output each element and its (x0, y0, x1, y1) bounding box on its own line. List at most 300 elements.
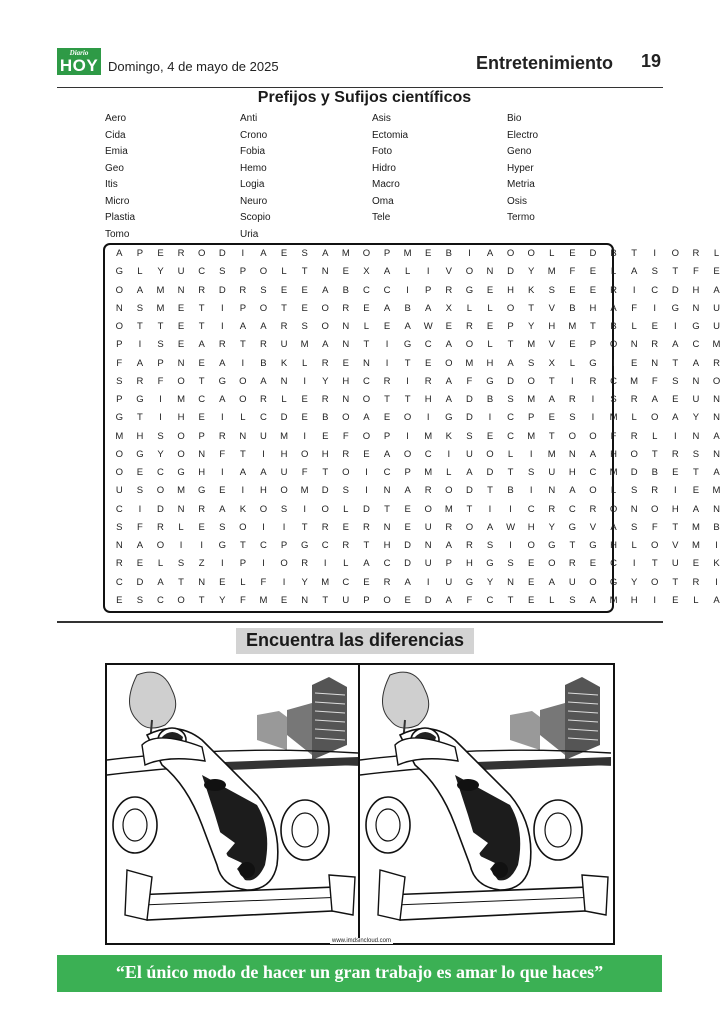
grid-letter: A (713, 467, 720, 478)
grid-letter: L (178, 521, 184, 533)
grid-letter: N (630, 339, 638, 351)
differences-title: Encuentra las diferencias (245, 630, 465, 650)
grid-letter: E (486, 284, 494, 296)
grid-letter: R (465, 540, 473, 551)
grid-letter: E (322, 430, 329, 442)
grid-letter: A (507, 357, 514, 369)
grid-letter: O (321, 503, 329, 515)
grid-letter: R (713, 357, 720, 369)
grid-letter: G (692, 321, 700, 332)
grid-letter: S (136, 485, 144, 497)
grid-letter: A (445, 594, 452, 606)
grid-letter: T (136, 412, 143, 424)
grid-letter: O (362, 430, 371, 442)
grid-letter: L (446, 467, 452, 478)
grid-letter: N (342, 394, 350, 405)
grid-letter: O (177, 448, 185, 460)
grid-row (109, 574, 723, 592)
grid-letter: M (156, 302, 165, 314)
grid-letter: R (651, 485, 659, 497)
grid-letter: A (239, 467, 247, 478)
grid-letter: L (652, 430, 658, 442)
grid-letter: R (321, 357, 329, 369)
grid-letter: M (527, 394, 536, 405)
word-list-item: Fobia (240, 146, 266, 157)
grid-letter: U (713, 321, 720, 332)
grid-letter: R (260, 394, 267, 405)
grid-letter: E (404, 503, 411, 515)
word-list-item: Scopio (240, 212, 271, 223)
grid-letter: S (116, 375, 123, 387)
grid-letter: I (426, 266, 430, 278)
grid-letter: A (322, 284, 329, 296)
grid-letter: G (671, 302, 680, 314)
grid-letter: P (445, 558, 452, 570)
grid-letter: I (303, 375, 306, 387)
issue-date: Domingo, 4 de mayo de 2025 (108, 59, 279, 74)
grid-letter: S (528, 467, 535, 478)
grid-letter: T (590, 321, 596, 332)
grid-letter: O (609, 503, 618, 515)
grid-letter: S (651, 266, 658, 278)
word-list-item: Geo (105, 162, 124, 174)
grid-letter: C (362, 284, 370, 296)
grid-letter: M (300, 339, 309, 351)
grid-letter: I (653, 302, 657, 314)
grid-letter: H (424, 394, 432, 405)
grid-letter: L (487, 339, 493, 351)
grid-letter: B (610, 321, 617, 332)
word-list-item: Metria (507, 179, 535, 190)
grid-letter: M (527, 430, 536, 442)
grid-letter: Y (157, 448, 164, 460)
grid-row (109, 537, 723, 555)
grid-letter: N (177, 503, 185, 515)
grid-letter: P (157, 357, 164, 369)
word-list-item: Crono (240, 129, 268, 141)
grid-letter: O (156, 540, 165, 551)
word-list-item: Micro (105, 195, 130, 207)
grid-letter: I (241, 248, 245, 259)
grid-letter: U (280, 339, 288, 351)
grid-letter: M (547, 448, 556, 460)
grid-letter: A (136, 540, 144, 551)
grid-letter: R (548, 503, 556, 515)
grid-letter: U (671, 558, 679, 570)
grid-letter: T (651, 558, 658, 570)
grid-letter: F (157, 375, 164, 387)
grid-letter: A (383, 448, 391, 460)
grid-letter: E (672, 467, 679, 478)
grid-letter: W (506, 521, 516, 533)
grid-letter: R (465, 321, 473, 332)
grid-letter: E (589, 284, 597, 296)
grid-letter: I (591, 394, 595, 405)
grid-letter: C (424, 339, 432, 351)
grid-letter: P (383, 248, 391, 259)
grid-letter: A (260, 248, 267, 259)
grid-letter: M (691, 540, 700, 551)
grid-letter: G (486, 375, 494, 387)
grid-letter: T (631, 248, 638, 259)
grid-letter: O (589, 485, 597, 497)
grid-letter: S (569, 594, 576, 606)
grid-letter: N (198, 448, 206, 460)
grid-letter: T (569, 540, 576, 551)
grid-letter: B (322, 412, 329, 424)
grid-letter: H (177, 412, 185, 424)
grid-letter: I (612, 357, 615, 369)
grid-letter: S (672, 375, 679, 387)
grid-letter: N (424, 540, 432, 551)
grid-letter: G (589, 540, 597, 551)
grid-letter: R (115, 558, 123, 570)
grid-letter: A (260, 375, 267, 387)
grid-letter: I (715, 540, 718, 551)
differences-panels (105, 663, 615, 945)
grid-letter: A (548, 576, 555, 588)
grid-letter: K (280, 357, 288, 369)
grid-letter: E (528, 594, 535, 606)
grid-letter: A (589, 448, 597, 460)
grid-letter: C (198, 394, 206, 405)
race-car-illustration-right (360, 665, 611, 943)
grid-letter: O (403, 412, 412, 424)
grid-letter: T (301, 521, 308, 533)
grid-letter: D (486, 467, 494, 478)
grid-letter: D (424, 594, 432, 606)
grid-letter: P (404, 467, 411, 478)
grid-letter: A (713, 284, 720, 296)
grid-letter: C (610, 558, 617, 570)
grid-letter: L (240, 576, 246, 588)
grid-letter: A (486, 521, 494, 533)
grid-letter: A (692, 357, 700, 369)
grid-letter: D (507, 375, 515, 387)
grid-letter: E (548, 412, 555, 424)
grid-letter: S (157, 430, 164, 442)
grid-letter: O (651, 412, 659, 424)
grid-letter: R (383, 375, 391, 387)
grid-letter: Y (157, 266, 164, 278)
grid-letter: O (321, 321, 329, 332)
grid-letter: R (342, 302, 350, 314)
grid-letter: F (631, 302, 638, 314)
grid-letter: G (465, 576, 474, 588)
grid-letter: A (322, 248, 329, 259)
grid-letter: D (404, 540, 412, 551)
grid-letter: E (589, 266, 597, 278)
grid-letter: L (507, 448, 514, 460)
grid-letter: B (486, 394, 494, 405)
grid-letter: M (115, 430, 124, 442)
grid-letter: O (177, 430, 185, 442)
grid-letter: Y (630, 576, 638, 588)
grid-letter: R (218, 430, 226, 442)
grid-letter: T (363, 339, 370, 351)
grid-letter: E (713, 266, 720, 278)
grid-letter: C (321, 540, 329, 551)
grid-letter: F (239, 594, 246, 606)
grid-letter: I (138, 339, 142, 351)
grid-letter: R (671, 448, 679, 460)
grid-letter: I (426, 576, 430, 588)
word-list-item: Plastia (105, 212, 136, 223)
grid-letter: V (548, 339, 555, 351)
grid-letter: F (610, 430, 617, 442)
grid-letter: C (507, 412, 515, 424)
word-list-item: Bio (507, 113, 522, 124)
grid-letter: P (136, 248, 144, 259)
grid-row (109, 355, 723, 373)
section-title: Entretenimiento (475, 53, 613, 73)
word-list-item: Hemo (240, 162, 267, 174)
grid-letter: O (383, 594, 391, 606)
grid-letter: G (115, 412, 123, 424)
grid-letter: R (301, 558, 309, 570)
grid-letter: M (321, 576, 330, 588)
grid-letter: O (548, 558, 556, 570)
grid-letter: A (404, 485, 411, 497)
grid-letter: N (198, 576, 206, 588)
grid-letter: I (406, 284, 409, 296)
grid-letter: M (424, 430, 433, 442)
grid-letter: A (692, 503, 700, 515)
grid-letter: O (239, 375, 247, 387)
grid-letter: R (630, 394, 638, 405)
grid-letter: C (589, 467, 597, 478)
grid-letter: B (260, 357, 267, 369)
grid-letter: E (116, 594, 123, 606)
grid-letter: L (281, 394, 287, 405)
grid-letter: M (177, 394, 186, 405)
word-list-item: Emia (105, 146, 128, 157)
grid-row (109, 300, 723, 318)
grid-letter: E (425, 357, 432, 369)
grid-letter: S (301, 248, 308, 259)
grid-letter: A (445, 394, 452, 405)
grid-letter: M (712, 485, 721, 497)
grid-letter: M (691, 521, 700, 533)
grid-letter: I (406, 430, 409, 442)
grid-letter: R (630, 430, 638, 442)
grid-letter: L (693, 594, 699, 606)
grid-letter: Y (528, 266, 535, 278)
grid-row (109, 519, 723, 537)
grid-letter: Y (528, 321, 535, 332)
grid-letter: O (115, 284, 123, 296)
grid-letter: I (468, 248, 471, 259)
word-list-item: Hyper (507, 162, 534, 174)
grid-letter: G (177, 467, 185, 478)
grid-letter: C (651, 284, 659, 296)
grid-letter: G (197, 485, 206, 497)
grid-letter: S (219, 266, 226, 278)
grid-letter: I (447, 448, 451, 460)
grid-letter: H (671, 503, 679, 515)
quote-text: “El único modo de hacer un gran trabajo es amar lo que haces” (115, 962, 604, 982)
grid-letter: E (651, 321, 658, 332)
grid-letter: T (301, 266, 308, 278)
word-list-item: Itis (105, 179, 118, 190)
grid-letter: F (466, 594, 473, 606)
grid-letter: I (241, 485, 245, 497)
grid-letter: U (465, 448, 473, 460)
grid-letter: O (156, 485, 165, 497)
grid-row (109, 391, 723, 409)
word-list-item: Foto (372, 146, 393, 157)
grid-letter: D (465, 394, 473, 405)
grid-letter: O (362, 248, 371, 259)
grid-letter: H (280, 448, 288, 460)
grid-letter: E (157, 248, 164, 259)
word-list-item: Tele (372, 212, 391, 223)
grid-letter: D (280, 412, 288, 424)
grid-letter: C (157, 594, 164, 606)
grid-letter: G (486, 558, 494, 570)
grid-letter: E (672, 394, 679, 405)
grid-letter: I (282, 576, 286, 588)
grid-letter: T (198, 375, 205, 387)
grid-letter: E (136, 467, 144, 478)
word-list-item: Geno (507, 146, 532, 157)
grid-letter: V (445, 266, 452, 278)
grid-letter: C (198, 266, 206, 278)
grid-letter: S (301, 321, 308, 332)
grid-letter: P (589, 339, 597, 351)
grid-letter: R (198, 284, 206, 296)
grid-letter: A (157, 576, 164, 588)
grid-letter: T (322, 594, 329, 606)
grid-letter: E (280, 594, 288, 606)
grid-letter: N (362, 357, 370, 369)
grid-letter: R (424, 485, 432, 497)
grid-letter: C (527, 503, 535, 515)
grid-letter: C (115, 503, 123, 515)
grid-letter: E (301, 394, 308, 405)
grid-letter: G (136, 448, 144, 460)
grid-letter: A (713, 594, 720, 606)
grid-row (109, 245, 723, 263)
grid-letter: C (115, 576, 123, 588)
grid-letter: O (589, 576, 597, 588)
grid-letter: R (342, 448, 350, 460)
grid-letter: I (674, 485, 677, 497)
section-divider (57, 621, 663, 623)
grid-letter: A (404, 576, 411, 588)
word-search-title: Prefijos y Sufijos científicos (257, 89, 472, 106)
grid-letter: O (527, 248, 535, 259)
grid-letter: A (219, 394, 226, 405)
grid-letter: I (571, 375, 574, 387)
grid-letter: M (444, 503, 453, 515)
grid-letter: P (116, 339, 123, 351)
grid-letter: Z (198, 558, 205, 570)
grid-letter: N (383, 485, 391, 497)
grid-row (109, 263, 723, 281)
grid-row (109, 282, 723, 300)
grid-letter: S (569, 412, 576, 424)
grid-letter: O (280, 485, 288, 497)
grid-letter: I (406, 375, 409, 387)
grid-letter: L (466, 302, 473, 314)
grid-letter: S (260, 284, 267, 296)
grid-letter: N (115, 302, 123, 314)
grid-letter: O (568, 430, 577, 442)
grid-letter: N (280, 375, 288, 387)
grid-letter: N (342, 339, 350, 351)
grid-letter: O (239, 521, 247, 533)
grid-row (109, 318, 723, 336)
grid-letter: O (445, 485, 453, 497)
grid-letter: M (341, 248, 350, 259)
grid-letter: R (239, 284, 247, 296)
grid-letter: S (486, 540, 494, 551)
grid-letter: L (610, 485, 617, 497)
grid-letter: Y (322, 375, 329, 387)
grid-letter: S (630, 521, 638, 533)
grid-letter: T (157, 321, 164, 332)
grid-letter: U (342, 594, 350, 606)
grid-letter: N (239, 430, 247, 442)
grid-letter: N (177, 357, 185, 369)
grid-letter: O (445, 357, 453, 369)
grid-letter: H (692, 284, 700, 296)
grid-letter: E (528, 576, 535, 588)
grid-letter: O (465, 521, 474, 533)
grid-letter: R (445, 284, 453, 296)
grid-letter: E (342, 521, 349, 533)
grid-letter: P (280, 540, 288, 551)
grid-letter: T (239, 448, 246, 460)
grid-letter: I (323, 558, 327, 570)
grid-letter: L (343, 558, 349, 570)
grid-letter: M (280, 430, 288, 442)
grid-letter: O (589, 430, 597, 442)
grid-letter: I (303, 430, 306, 442)
grid-letter: F (136, 521, 143, 533)
grid-letter: O (321, 302, 329, 314)
grid-letter: E (363, 448, 370, 460)
grid-letter: O (342, 412, 350, 424)
grid-letter: I (159, 412, 162, 424)
grid-letter: I (262, 521, 265, 533)
grid-letter: R (568, 394, 576, 405)
grid-letter: S (610, 394, 617, 405)
grid-letter: M (403, 248, 412, 259)
word-list-item: Hidro (372, 162, 396, 174)
grid-letter: U (548, 467, 556, 478)
grid-letter: L (610, 266, 617, 278)
grid-letter: L (549, 594, 555, 606)
grid-row (109, 336, 723, 354)
word-list-item: Uria (240, 228, 259, 240)
grid-letter: A (466, 467, 473, 478)
grid-letter: E (486, 430, 494, 442)
grid-letter: R (568, 558, 576, 570)
grid-letter: S (466, 430, 473, 442)
grid-letter: A (569, 485, 576, 497)
grid-letter: D (157, 503, 164, 515)
grid-letter: K (528, 284, 535, 296)
grid-letter: N (713, 412, 720, 424)
grid-letter: N (713, 394, 720, 405)
grid-letter: I (529, 448, 533, 460)
grid-letter: G (609, 576, 618, 588)
grid-letter: I (529, 485, 533, 497)
grid-letter: A (548, 394, 555, 405)
grid-letter: Y (301, 576, 308, 588)
